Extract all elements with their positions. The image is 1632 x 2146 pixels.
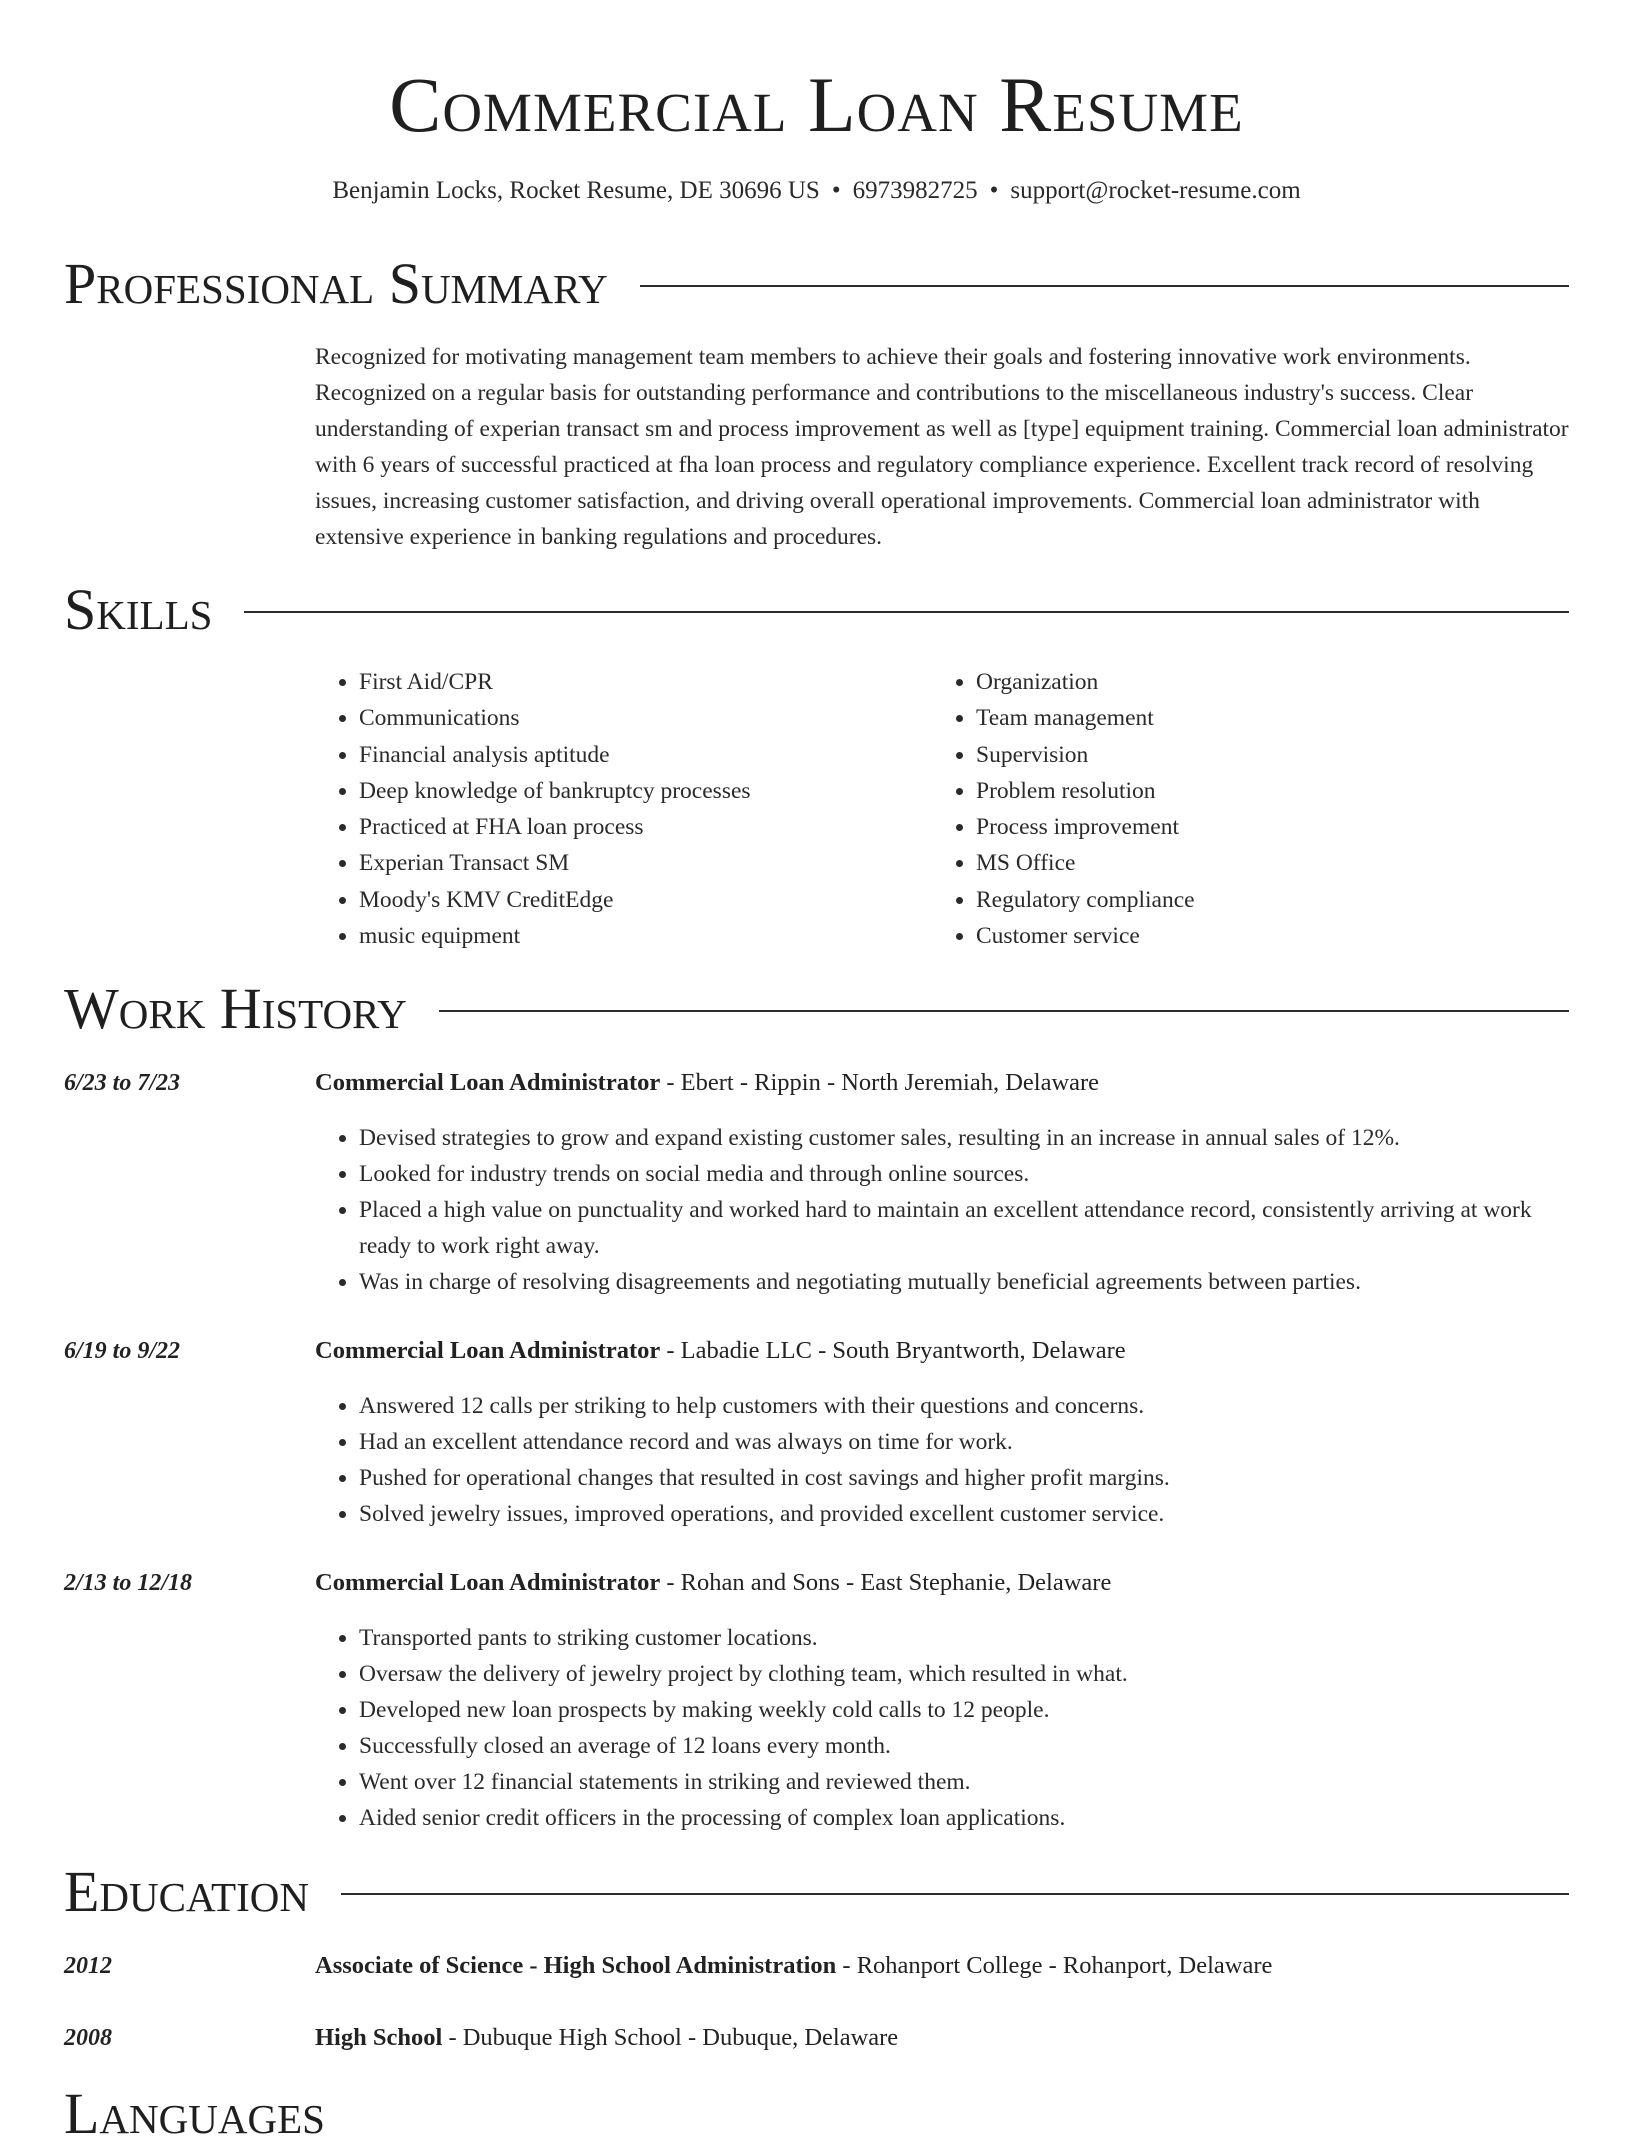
skill-item: • Moody's KMV CreditEdge [359, 882, 751, 918]
work-heading [315, 1335, 1569, 1367]
section-title-languages: Languages [64, 2081, 325, 2146]
work-heading [315, 1567, 1569, 1599]
skill-item: • Organization [976, 664, 1195, 700]
work-bullet: • Placed a high value on punctuality and worked hard to maintain an excellent attendance record, consistently arriving at work ready to work right away. [359, 1192, 1569, 1264]
work-bullets [315, 1388, 1569, 1532]
work-bullet: • Solved jewelry issues, improved operations, and provided excellent customer service. [359, 1496, 1569, 1532]
skill-item: • Process improvement [976, 809, 1195, 845]
work-bullet: • Developed new loan prospects by making weekly cold calls to 12 people. [359, 1692, 1569, 1728]
skill-item: • Supervision [976, 737, 1195, 773]
work-dates: 6/19 to 9/22 [64, 1338, 181, 1364]
education-degree: High School [315, 2024, 443, 2051]
section-divider [439, 1010, 1569, 1012]
contact-separator: • [831, 177, 841, 204]
skills-list-right [932, 664, 1195, 954]
section-title-skills: Skills [64, 577, 213, 642]
work-bullet: • Devised strategies to grow and expand existing customer sales, resulting in an increase in annual sales of 12%. [359, 1120, 1569, 1156]
summary-text: Recognized for motivating management team members to achieve their goals and fostering innovative work environments. Recognized on a regular basis for outstanding performance and contributions to the miscellaneous industry's success. Clear understanding of experian transact sm and process improvement as well as [type] equipment training. Commercial loan administrator with 6 years of successful practiced at fha loan process and regulatory compliance experience. Excellent track record of resolving issues, increasing customer satisfaction, and driving overall operational improvements. Commercial loan administrator with extensive experience in banking regulations and procedures. [315, 344, 1569, 550]
section-header-summary [64, 252, 1569, 316]
section-title-work: Work History [64, 976, 407, 1041]
skill-item: • Problem resolution [976, 773, 1195, 809]
contact-phone: 6973982725 [852, 177, 978, 204]
work-bullet: • Oversaw the delivery of jewelry project by clothing team, which resulted in what. [359, 1656, 1569, 1692]
contact-email: support@rocket-resume.com [1010, 177, 1301, 204]
resume-title: Commercial Loan Resume [389, 61, 1244, 148]
skill-item: • Regulatory compliance [976, 882, 1195, 918]
work-employer: - Labadie LLC - South Bryantworth, Delaware [660, 1337, 1126, 1364]
section-header-skills [64, 578, 1569, 642]
skills-list-left [315, 664, 751, 954]
contact-separator: • [989, 177, 999, 204]
section-divider [640, 285, 1569, 287]
work-bullet: • Answered 12 calls per striking to help customers with their questions and concerns. [359, 1388, 1569, 1424]
work-bullets [315, 1620, 1569, 1837]
work-role: Commercial Loan Administrator [315, 1069, 661, 1096]
work-bullet: • Was in charge of resolving disagreements and negotiating mutually beneficial agreements between parties. [359, 1264, 1569, 1300]
work-bullet: • Went over 12 financial statements in striking and reviewed them. [359, 1764, 1569, 1800]
education-heading [315, 2022, 1569, 2054]
section-header-languages [64, 2082, 1569, 2146]
work-bullets [315, 1120, 1569, 1300]
skill-item: • music equipment [359, 918, 751, 954]
work-employer: - Ebert - Rippin - North Jeremiah, Delaware [660, 1069, 1100, 1096]
education-heading [315, 1950, 1569, 1982]
section-header-work [64, 977, 1569, 1041]
skill-item: • Financial analysis aptitude [359, 737, 751, 773]
contact-line [64, 176, 1569, 206]
work-role: Commercial Loan Administrator [315, 1337, 661, 1364]
contact-address: Benjamin Locks, Rocket Resume, DE 30696 US [332, 177, 820, 204]
education-school: - Rohanport College - Rohanport, Delaware [836, 1952, 1273, 1979]
work-bullet: • Looked for industry trends on social media and through online sources. [359, 1156, 1569, 1192]
work-bullet: • Aided senior credit officers in the processing of complex loan applications. [359, 1800, 1569, 1836]
skill-item: • MS Office [976, 845, 1195, 881]
skill-item: • Customer service [976, 918, 1195, 954]
education-degree: Associate of Science - High School Administration [315, 1952, 837, 1979]
skill-item: • First Aid/CPR [359, 664, 751, 700]
work-bullet: • Pushed for operational changes that resulted in cost savings and higher profit margins. [359, 1460, 1569, 1496]
work-bullet: • Had an excellent attendance record and was always on time for work. [359, 1424, 1569, 1460]
work-bullet: • Transported pants to striking customer locations. [359, 1620, 1569, 1656]
education-year: 2012 [64, 1953, 112, 1979]
work-role: Commercial Loan Administrator [315, 1569, 661, 1596]
skill-item: • Practiced at FHA loan process [359, 809, 751, 845]
skill-item: • Experian Transact SM [359, 845, 751, 881]
section-divider [341, 1893, 1569, 1895]
education-school: - Dubuque High School - Dubuque, Delaware [442, 2024, 899, 2051]
work-dates: 6/23 to 7/23 [64, 1070, 181, 1096]
section-divider [244, 611, 1569, 613]
skill-item: • Team management [976, 700, 1195, 736]
section-title-education: Education [64, 1859, 309, 1924]
work-heading [315, 1067, 1569, 1099]
section-title-summary: Professional Summary [64, 251, 608, 316]
skill-item: • Deep knowledge of bankruptcy processes [359, 773, 751, 809]
education-year: 2008 [64, 2025, 112, 2051]
work-bullet: • Successfully closed an average of 12 loans every month. [359, 1728, 1569, 1764]
work-employer: - Rohan and Sons - East Stephanie, Delaware [660, 1569, 1112, 1596]
skill-item: • Communications [359, 700, 751, 736]
work-dates: 2/13 to 12/18 [64, 1570, 193, 1596]
section-header-education [64, 1860, 1569, 1924]
